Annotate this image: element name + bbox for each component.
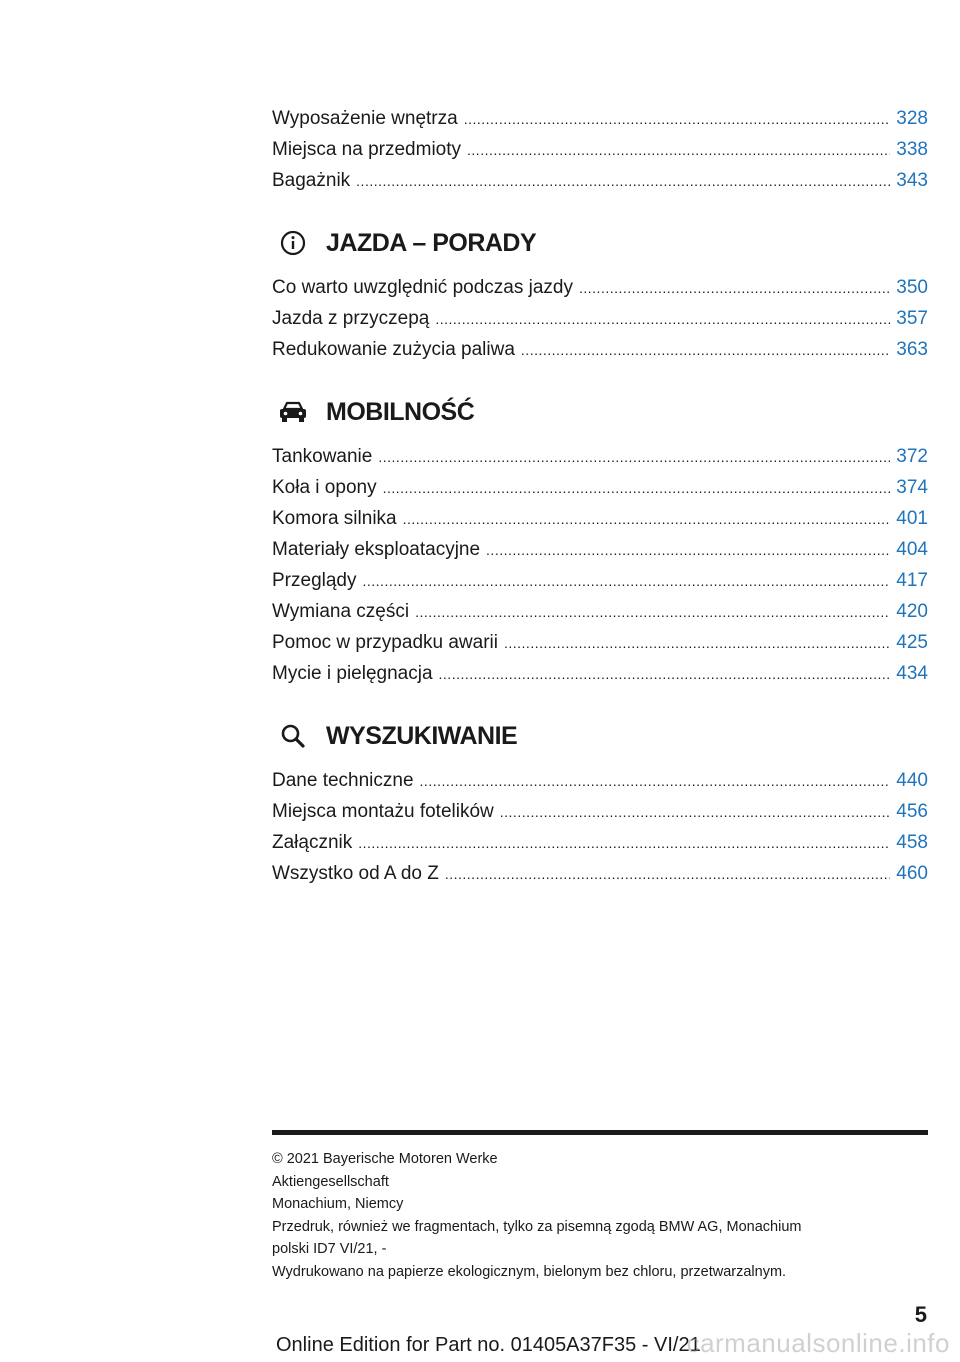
edition-footer: Online Edition for Part no. 01405A37F35 - VI/21 (276, 1334, 701, 1356)
toc-entry-label: Wyposażenie wnętrza (272, 108, 458, 129)
imprint-line: Przedruk, również we fragmentach, tylko za pisemną zgodą BMW AG, Monachium (272, 1218, 802, 1235)
toc-entry-label: Mycie i pielęgnacja (272, 663, 433, 684)
toc-page-link[interactable]: 434 (896, 663, 928, 684)
dot-leader (435, 304, 890, 335)
toc-page-link[interactable]: 460 (896, 863, 928, 884)
toc-entry[interactable] (272, 472, 928, 503)
toc-entry-label: Jazda z przyczepą (272, 308, 430, 329)
toc-page-link[interactable]: 404 (896, 539, 928, 560)
toc-entry[interactable] (272, 565, 928, 596)
table-of-contents (272, 103, 928, 919)
toc-entry-label: Tankowanie (272, 446, 373, 467)
dot-leader (521, 335, 890, 366)
toc-entry-label: Wymiana części (272, 601, 410, 622)
section-heading (272, 719, 928, 753)
dot-leader (358, 828, 890, 859)
dot-leader (486, 535, 890, 566)
toc-page-link[interactable]: 363 (896, 339, 928, 360)
toc-entry-label: Wszystko od A do Z (272, 863, 439, 884)
dot-leader (363, 566, 891, 597)
dot-leader (415, 597, 890, 628)
toc-page-link[interactable]: 374 (896, 477, 928, 498)
toc-entry-label: Dane techniczne (272, 770, 414, 791)
dot-leader (445, 859, 890, 890)
imprint-line: Wydrukowano na papierze ekologicznym, bielonym bez chloru, przetwarzalnym. (272, 1263, 787, 1280)
dot-leader (403, 504, 890, 535)
toc-entry-label: Komora silnika (272, 508, 397, 529)
dot-leader (383, 473, 890, 504)
toc-page-link[interactable]: 372 (896, 446, 928, 467)
toc-entry-label: Miejsca montażu fotelików (272, 801, 494, 822)
toc-entry-label: Przeglądy (272, 570, 357, 591)
imprint-line: polski ID7 VI/21, - (272, 1241, 387, 1257)
imprint-line: Monachium, Niemcy (272, 1196, 404, 1212)
imprint-line: Aktiengesellschaft (272, 1173, 389, 1190)
toc-entry[interactable] (272, 596, 928, 627)
section-title: JAZDA – PORADY (326, 228, 537, 257)
toc-entry-label: Materiały eksploatacyjne (272, 539, 481, 560)
toc-entry[interactable] (272, 503, 928, 534)
toc-entry[interactable] (272, 165, 928, 196)
toc-entry[interactable] (272, 334, 928, 365)
toc-entry-label: Pomoc w przypadku awarii (272, 632, 498, 653)
toc-entry[interactable] (272, 303, 928, 334)
search-icon (276, 719, 310, 753)
toc-page-link[interactable]: 456 (896, 801, 928, 822)
toc-entry-label: Miejsca na przedmioty (272, 139, 462, 160)
toc-page-link[interactable]: 425 (896, 632, 928, 653)
imprint (272, 1148, 928, 1283)
toc-page-link[interactable]: 420 (896, 601, 928, 622)
toc-entry[interactable] (272, 534, 928, 565)
dot-leader (439, 659, 890, 690)
toc-entry-label: Załącznik (272, 832, 353, 853)
toc-page-link[interactable]: 357 (896, 308, 928, 329)
toc-group (272, 226, 928, 365)
toc-page-link[interactable]: 440 (896, 770, 928, 791)
toc-group (272, 395, 928, 689)
toc-page-link[interactable]: 338 (896, 139, 928, 160)
toc-entry[interactable] (272, 103, 928, 134)
toc-page-link[interactable]: 328 (896, 108, 928, 129)
toc-page-link[interactable]: 417 (896, 570, 928, 591)
toc-page-link[interactable]: 458 (896, 832, 928, 853)
toc-entry[interactable] (272, 272, 928, 303)
dot-leader (420, 766, 890, 797)
toc-entry-label: Redukowanie zużycia paliwa (272, 339, 515, 360)
dot-leader (504, 628, 890, 659)
section-heading (272, 226, 928, 260)
toc-group (272, 103, 928, 196)
section-title: MOBILNOŚĆ (326, 397, 475, 426)
toc-entry-label: Co warto uwzględnić podczas jazdy (272, 277, 573, 298)
section-title: WYSZUKIWANIE (326, 721, 518, 750)
info-icon (276, 226, 310, 260)
toc-entry[interactable] (272, 858, 928, 889)
dot-leader (378, 442, 890, 473)
dot-leader (579, 273, 890, 304)
toc-group (272, 719, 928, 889)
imprint-line: © 2021 Bayerische Motoren Werke (272, 1151, 498, 1167)
dot-leader (356, 166, 890, 197)
toc-entry-label: Koła i opony (272, 477, 377, 498)
toc-entry[interactable] (272, 796, 928, 827)
dot-leader (464, 104, 890, 135)
toc-page-link[interactable]: 343 (896, 170, 928, 191)
toc-entry[interactable] (272, 441, 928, 472)
toc-entry[interactable] (272, 765, 928, 796)
toc-entry[interactable] (272, 827, 928, 858)
page-number: 5 (914, 1302, 927, 1327)
toc-entry[interactable] (272, 627, 928, 658)
watermark: carmanualsonline.info (686, 1328, 950, 1358)
dot-leader (467, 135, 890, 166)
toc-page-link[interactable]: 350 (896, 277, 928, 298)
section-heading (272, 395, 928, 429)
car-icon (276, 395, 310, 429)
toc-page-link[interactable]: 401 (896, 508, 928, 529)
toc-entry-label: Bagażnik (272, 170, 351, 191)
toc-entry[interactable] (272, 658, 928, 689)
toc-entry[interactable] (272, 134, 928, 165)
footer-divider (272, 1130, 928, 1135)
dot-leader (500, 797, 890, 828)
